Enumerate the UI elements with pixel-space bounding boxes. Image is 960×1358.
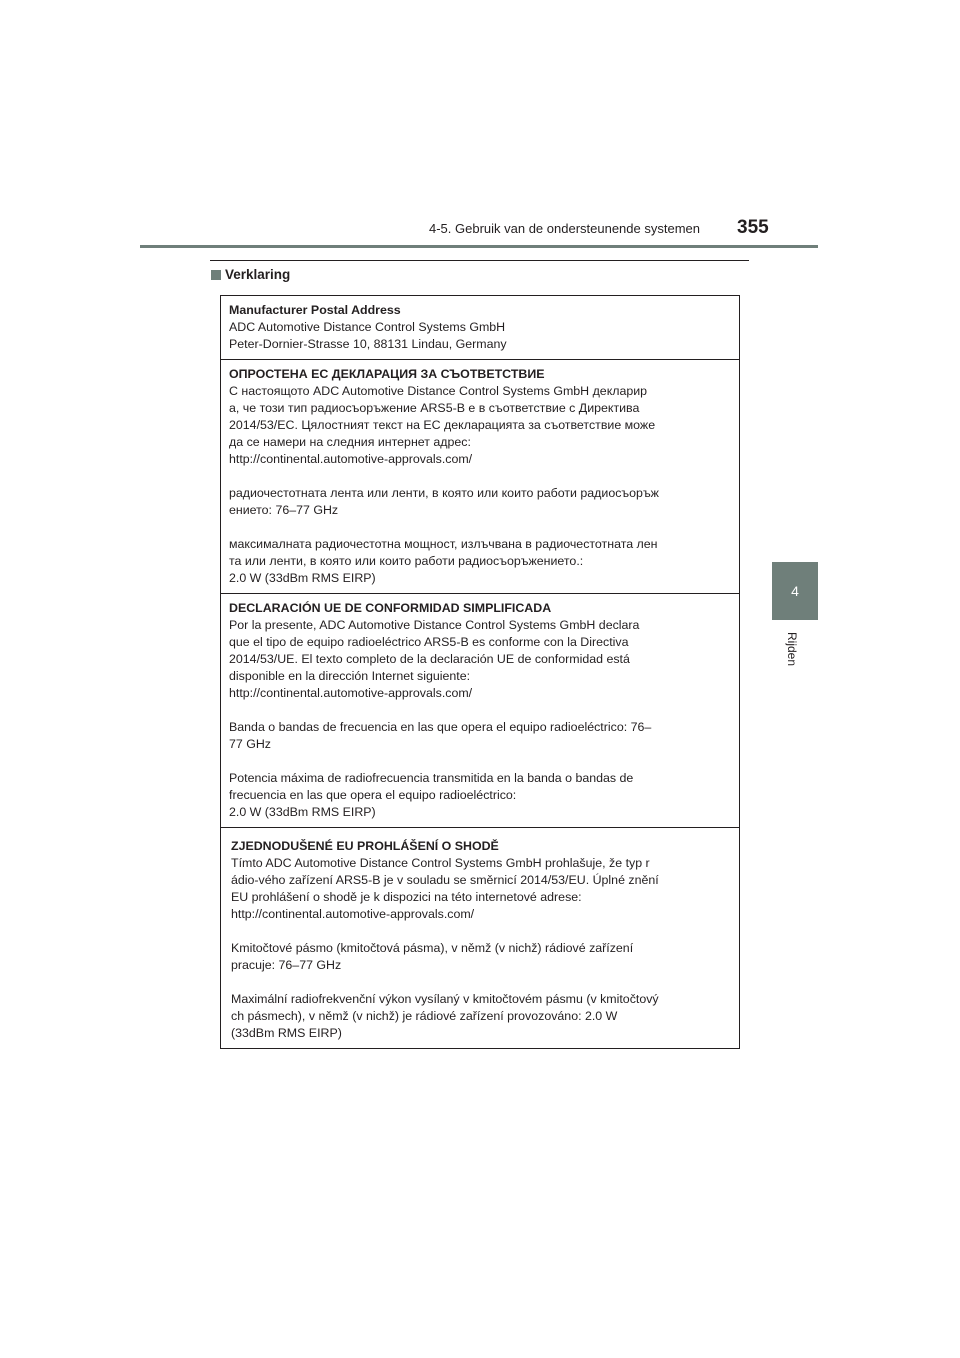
paragraph-gap xyxy=(229,702,729,719)
text-line: frecuencia en las que opera el equipo radioeléctrico: xyxy=(229,788,517,802)
text-line: Potencia máxima de radiofrecuencia transmitida en la banda o bandas de xyxy=(229,771,634,785)
paragraph-gap xyxy=(229,753,729,770)
chapter-tab xyxy=(772,562,818,620)
url-text: http://continental.automotive-approvals.com/ xyxy=(229,686,473,700)
section-heading-text: Verklaring xyxy=(225,267,291,282)
square-bullet-icon xyxy=(211,270,221,280)
header-divider xyxy=(140,245,818,248)
text-line: Tímto ADC Automotive Distance Control Systems GmbH prohlašuje, že typ r xyxy=(231,856,650,870)
bulgarian-declaration-cell xyxy=(221,359,739,593)
text-line: ението: 76–77 GHz xyxy=(229,503,339,517)
bulgarian-declaration-title: ОПРОСТЕНА ЕС ДЕКЛАРАЦИЯ ЗА СЪОТВЕТСТВИЕ xyxy=(229,367,545,381)
manufacturer-name: ADC Automotive Distance Control Systems GmbH xyxy=(229,320,506,334)
manufacturer-street: Peter-Dornier-Strasse 10, 88131 Lindau, Germany xyxy=(229,337,507,351)
paragraph-gap xyxy=(231,923,729,940)
spanish-declaration-title: DECLARACIÓN UE DE CONFORMIDAD SIMPLIFICADA xyxy=(229,601,552,615)
text-line: ádio-vého zařízení ARS5-B je v souladu se směrnicí 2014/53/EU. Úplné znění xyxy=(231,873,659,887)
text-line: 2.0 W (33dBm RMS EIRP) xyxy=(229,571,376,585)
text-line: pracuje: 76–77 GHz xyxy=(231,958,342,972)
manufacturer-address-title: Manufacturer Postal Address xyxy=(229,303,401,317)
url-text: http://continental.automotive-approvals.com/ xyxy=(229,452,473,466)
chapter-number: 4 xyxy=(791,583,799,599)
text-line: С настоящото ADC Automotive Distance Control Systems GmbH декларир xyxy=(229,384,648,398)
section-divider xyxy=(210,260,749,261)
text-line: ch pásmech), v němž (v nichž) je rádiové zařízení provozováno: 2.0 W xyxy=(231,1009,618,1023)
declaration-table xyxy=(220,295,740,1049)
czech-declaration-cell xyxy=(221,827,739,1048)
text-line: 2014/53/ЕС. Цялостният текст на ЕС декларацията за съответствие може xyxy=(229,418,656,432)
text-line: Banda o bandas de frecuencia en las que opera el equipo radioeléctrico: 76– xyxy=(229,720,652,734)
paragraph-gap xyxy=(229,468,729,485)
czech-declaration-title: ZJEDNODUŠENÉ EU PROHLÁŠENÍ O SHODĚ xyxy=(231,839,499,853)
text-line: радиочестотната лента или ленти, в която или които работи радиосъоръж xyxy=(229,486,659,500)
page-number: 355 xyxy=(737,217,769,238)
text-line: 77 GHz xyxy=(229,737,272,751)
url-text: http://continental.automotive-approvals.com/ xyxy=(231,907,475,921)
text-line: Kmitočtové pásmo (kmitočtová pásma), v němž (v nichž) rádiové zařízení xyxy=(231,941,634,955)
text-line: 2.0 W (33dBm RMS EIRP) xyxy=(229,805,376,819)
text-line: да се намери на следния интернет адрес: xyxy=(229,435,471,449)
text-line: та или ленти, в която или които работи радиосъоръжението.: xyxy=(229,554,584,568)
text-line: que el tipo de equipo radioeléctrico ARS5-B es conforme con la Directiva xyxy=(229,635,629,649)
text-line: EU prohlášení o shodě je k dispozici na této internetové adrese: xyxy=(231,890,582,904)
text-line: максималната радиочестотна мощност, излъчвана в радиочестотната лен xyxy=(229,537,658,551)
text-line: 2014/53/UE. El texto completo de la declaración UE de conformidad está xyxy=(229,652,630,666)
chapter-label: Rijden xyxy=(785,632,799,667)
section-heading xyxy=(211,267,290,282)
running-header-title: 4-5. Gebruik van de ondersteunende systemen xyxy=(428,221,700,236)
text-line: Por la presente, ADC Automotive Distance Control Systems GmbH declara xyxy=(229,618,640,632)
spanish-declaration-cell xyxy=(221,593,739,827)
text-line: а, че този тип радиосъоръжение ARS5-B е в съответствие с Директива xyxy=(229,401,640,415)
text-line: (33dBm RMS EIRP) xyxy=(231,1026,342,1040)
paragraph-gap xyxy=(231,974,729,991)
text-line: Maximální radiofrekvenční výkon vysílaný v kmitočtovém pásmu (v kmitočtový xyxy=(231,992,659,1006)
text-line: disponible en la dirección Internet siguiente: xyxy=(229,669,471,683)
manufacturer-address-cell xyxy=(221,296,739,359)
paragraph-gap xyxy=(229,519,729,536)
